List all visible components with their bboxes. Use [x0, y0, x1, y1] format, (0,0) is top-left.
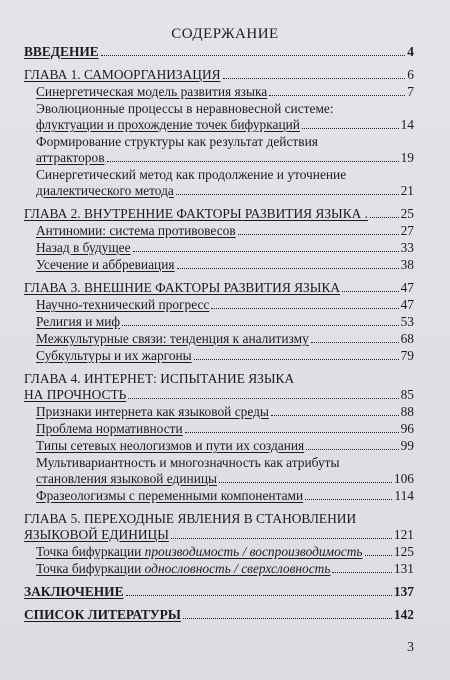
- entry-title-line: ГЛАВА 4. ИНТЕРНЕТ: ИСПЫТАНИЕ ЯЗЫКА: [24, 371, 295, 386]
- entry-page: 6: [407, 67, 414, 82]
- table-of-contents: [24, 44, 414, 623]
- leader-dots: [332, 572, 391, 573]
- entry-title-prefix: Точка бифуркации: [36, 561, 145, 576]
- toc-entry-introduction[interactable]: [24, 44, 414, 60]
- leader-dots: [183, 618, 392, 619]
- toc-entry-subsection[interactable]: [36, 297, 414, 313]
- entry-page: 33: [400, 240, 414, 255]
- entry-page: 21: [400, 183, 414, 198]
- leader-dots: [211, 308, 398, 309]
- toc-entry-subsection[interactable]: [36, 455, 414, 487]
- entry-page: 96: [400, 421, 414, 436]
- toc-entry-conclusion[interactable]: [24, 584, 414, 600]
- entry-title-line: Синергетический метод как продолжение и уточнение: [36, 167, 347, 182]
- leader-dots: [269, 95, 405, 96]
- entry-title-line: становления языковой единицы: [36, 471, 218, 486]
- entry-title: Признаки интернета как языковой среды: [36, 404, 269, 419]
- leader-dots: [365, 555, 392, 556]
- toc-entry-chapter-1[interactable]: [24, 67, 414, 83]
- toc-entry-subsection[interactable]: [36, 314, 414, 330]
- toc-entry-chapter-2[interactable]: [24, 206, 414, 222]
- toc-entry-subsection[interactable]: [36, 167, 414, 199]
- toc-entry-references[interactable]: [24, 607, 414, 623]
- leader-dots: [271, 415, 399, 416]
- toc-entry-subsection[interactable]: [36, 240, 414, 256]
- leader-dots: [305, 499, 392, 500]
- entry-page: 47: [400, 280, 414, 295]
- entry-title: Усечение и аббревиация: [36, 257, 175, 272]
- toc-entry-subsection[interactable]: [36, 84, 414, 100]
- leader-dots: [342, 291, 399, 292]
- toc-entry-chapter-5[interactable]: [24, 511, 414, 543]
- toc-entry-subsection[interactable]: [36, 544, 414, 560]
- toc-entry-subsection[interactable]: [36, 488, 414, 504]
- leader-dots: [219, 482, 392, 483]
- entry-title-line: диалектического метода: [36, 183, 174, 198]
- toc-entry-chapter-4[interactable]: [24, 371, 414, 403]
- leader-dots: [223, 78, 406, 79]
- entry-page: 68: [400, 331, 414, 346]
- leader-dots: [302, 128, 399, 129]
- toc-entry-subsection[interactable]: [36, 438, 414, 454]
- entry-title-italic: однословность / сверхсловность: [144, 561, 331, 576]
- entry-page: 137: [393, 584, 414, 599]
- entry-title: СПИСОК ЛИТЕРАТУРЫ: [24, 607, 181, 622]
- leader-dots: [133, 251, 399, 252]
- entry-title: Фразеологизмы с переменными компонентами: [36, 488, 304, 503]
- leader-dots: [238, 234, 399, 235]
- entry-title: ГЛАВА 1. САМООРГАНИЗАЦИЯ: [24, 67, 221, 82]
- toc-entry-subsection[interactable]: [36, 561, 414, 577]
- leader-dots: [128, 398, 398, 399]
- toc-entry-chapter-3[interactable]: [24, 280, 414, 296]
- entry-title: ВВЕДЕНИЕ: [24, 44, 99, 59]
- entry-page: 14: [400, 117, 414, 132]
- leader-dots: [185, 432, 399, 433]
- toc-title: СОДЕРЖАНИЕ: [171, 26, 279, 42]
- leader-dots: [176, 194, 399, 195]
- entry-page: 142: [393, 607, 414, 622]
- entry-title-italic: производимость / воспроизводимость: [144, 544, 363, 559]
- entry-title-line: флуктуации и прохождение точек бифуркаций: [36, 117, 300, 132]
- entry-title: Типы сетевых неологизмов и пути их создания: [36, 438, 305, 453]
- page-number: 3: [407, 640, 414, 655]
- entry-page: 114: [394, 488, 414, 503]
- entry-title: ГЛАВА 2. ВНУТРЕННИЕ ФАКТОРЫ РАЗВИТИЯ ЯЗЫКА .: [24, 206, 369, 221]
- entry-title-line: Мультивариантность и многозначность как атрибуты: [36, 455, 340, 470]
- toc-entry-subsection[interactable]: [36, 134, 414, 166]
- entry-page: 27: [400, 223, 414, 238]
- entry-title-line: Эволюционные процессы в неравновесной системе:: [36, 101, 334, 116]
- entry-title: Антиномии: система противовесов: [36, 223, 236, 238]
- entry-title-line: ЯЗЫКОВОЙ ЕДИНИЦЫ: [24, 527, 169, 542]
- entry-title-line: аттракторов: [36, 150, 105, 165]
- entry-page: 79: [400, 348, 414, 363]
- leader-dots: [126, 595, 392, 596]
- leader-dots: [107, 161, 399, 162]
- entry-title: Религия и миф: [36, 314, 121, 329]
- toc-entry-subsection[interactable]: [36, 421, 414, 437]
- entry-title-line: НА ПРОЧНОСТЬ: [24, 387, 127, 402]
- entry-title-prefix: Точка бифуркации: [36, 544, 145, 559]
- entry-page: 53: [400, 314, 414, 329]
- entry-page: 19: [400, 150, 414, 165]
- toc-entry-subsection[interactable]: [36, 101, 414, 133]
- leader-dots: [311, 342, 399, 343]
- entry-title-line: ГЛАВА 5. ПЕРЕХОДНЫЕ ЯВЛЕНИЯ В СТАНОВЛЕНИИ: [24, 511, 357, 526]
- leader-dots: [122, 325, 399, 326]
- leader-dots: [171, 538, 392, 539]
- entry-page: 4: [407, 44, 414, 59]
- entry-page: 121: [393, 527, 414, 542]
- entry-page: 47: [400, 297, 414, 312]
- entry-page: 38: [400, 257, 414, 272]
- leader-dots: [306, 449, 398, 450]
- leader-dots: [101, 55, 406, 56]
- leader-dots: [177, 268, 399, 269]
- entry-page: 85: [400, 387, 414, 402]
- toc-entry-subsection[interactable]: [36, 404, 414, 420]
- entry-title: Научно-технический прогресс: [36, 297, 210, 312]
- entry-title: Синергетическая модель развития языка: [36, 84, 268, 99]
- entry-title: Проблема нормативности: [36, 421, 183, 436]
- entry-page: 7: [407, 84, 414, 99]
- entry-title-line: Формирование структуры как результат действия: [36, 134, 318, 149]
- entry-page: 125: [393, 544, 414, 559]
- leader-dots: [194, 359, 399, 360]
- entry-title: ЗАКЛЮЧЕНИЕ: [24, 584, 124, 599]
- entry-page: 99: [400, 438, 414, 453]
- toc-entry-subsection[interactable]: [36, 257, 414, 273]
- entry-page: 25: [400, 206, 414, 221]
- entry-title: Межкультурные связи: тенденция к аналитизму: [36, 331, 309, 346]
- leader-dots: [370, 217, 399, 218]
- toc-entry-subsection[interactable]: [36, 223, 414, 239]
- toc-entry-subsection[interactable]: [36, 348, 414, 364]
- entry-title: Субкультуры и их жаргоны: [36, 348, 192, 363]
- entry-title: Назад в будущее: [36, 240, 131, 255]
- entry-title: ГЛАВА 3. ВНЕШНИЕ ФАКТОРЫ РАЗВИТИЯ ЯЗЫКА: [24, 280, 341, 295]
- entry-page: 106: [393, 471, 414, 486]
- entry-page: 131: [393, 561, 414, 576]
- toc-entry-subsection[interactable]: [36, 331, 414, 347]
- entry-page: 88: [400, 404, 414, 419]
